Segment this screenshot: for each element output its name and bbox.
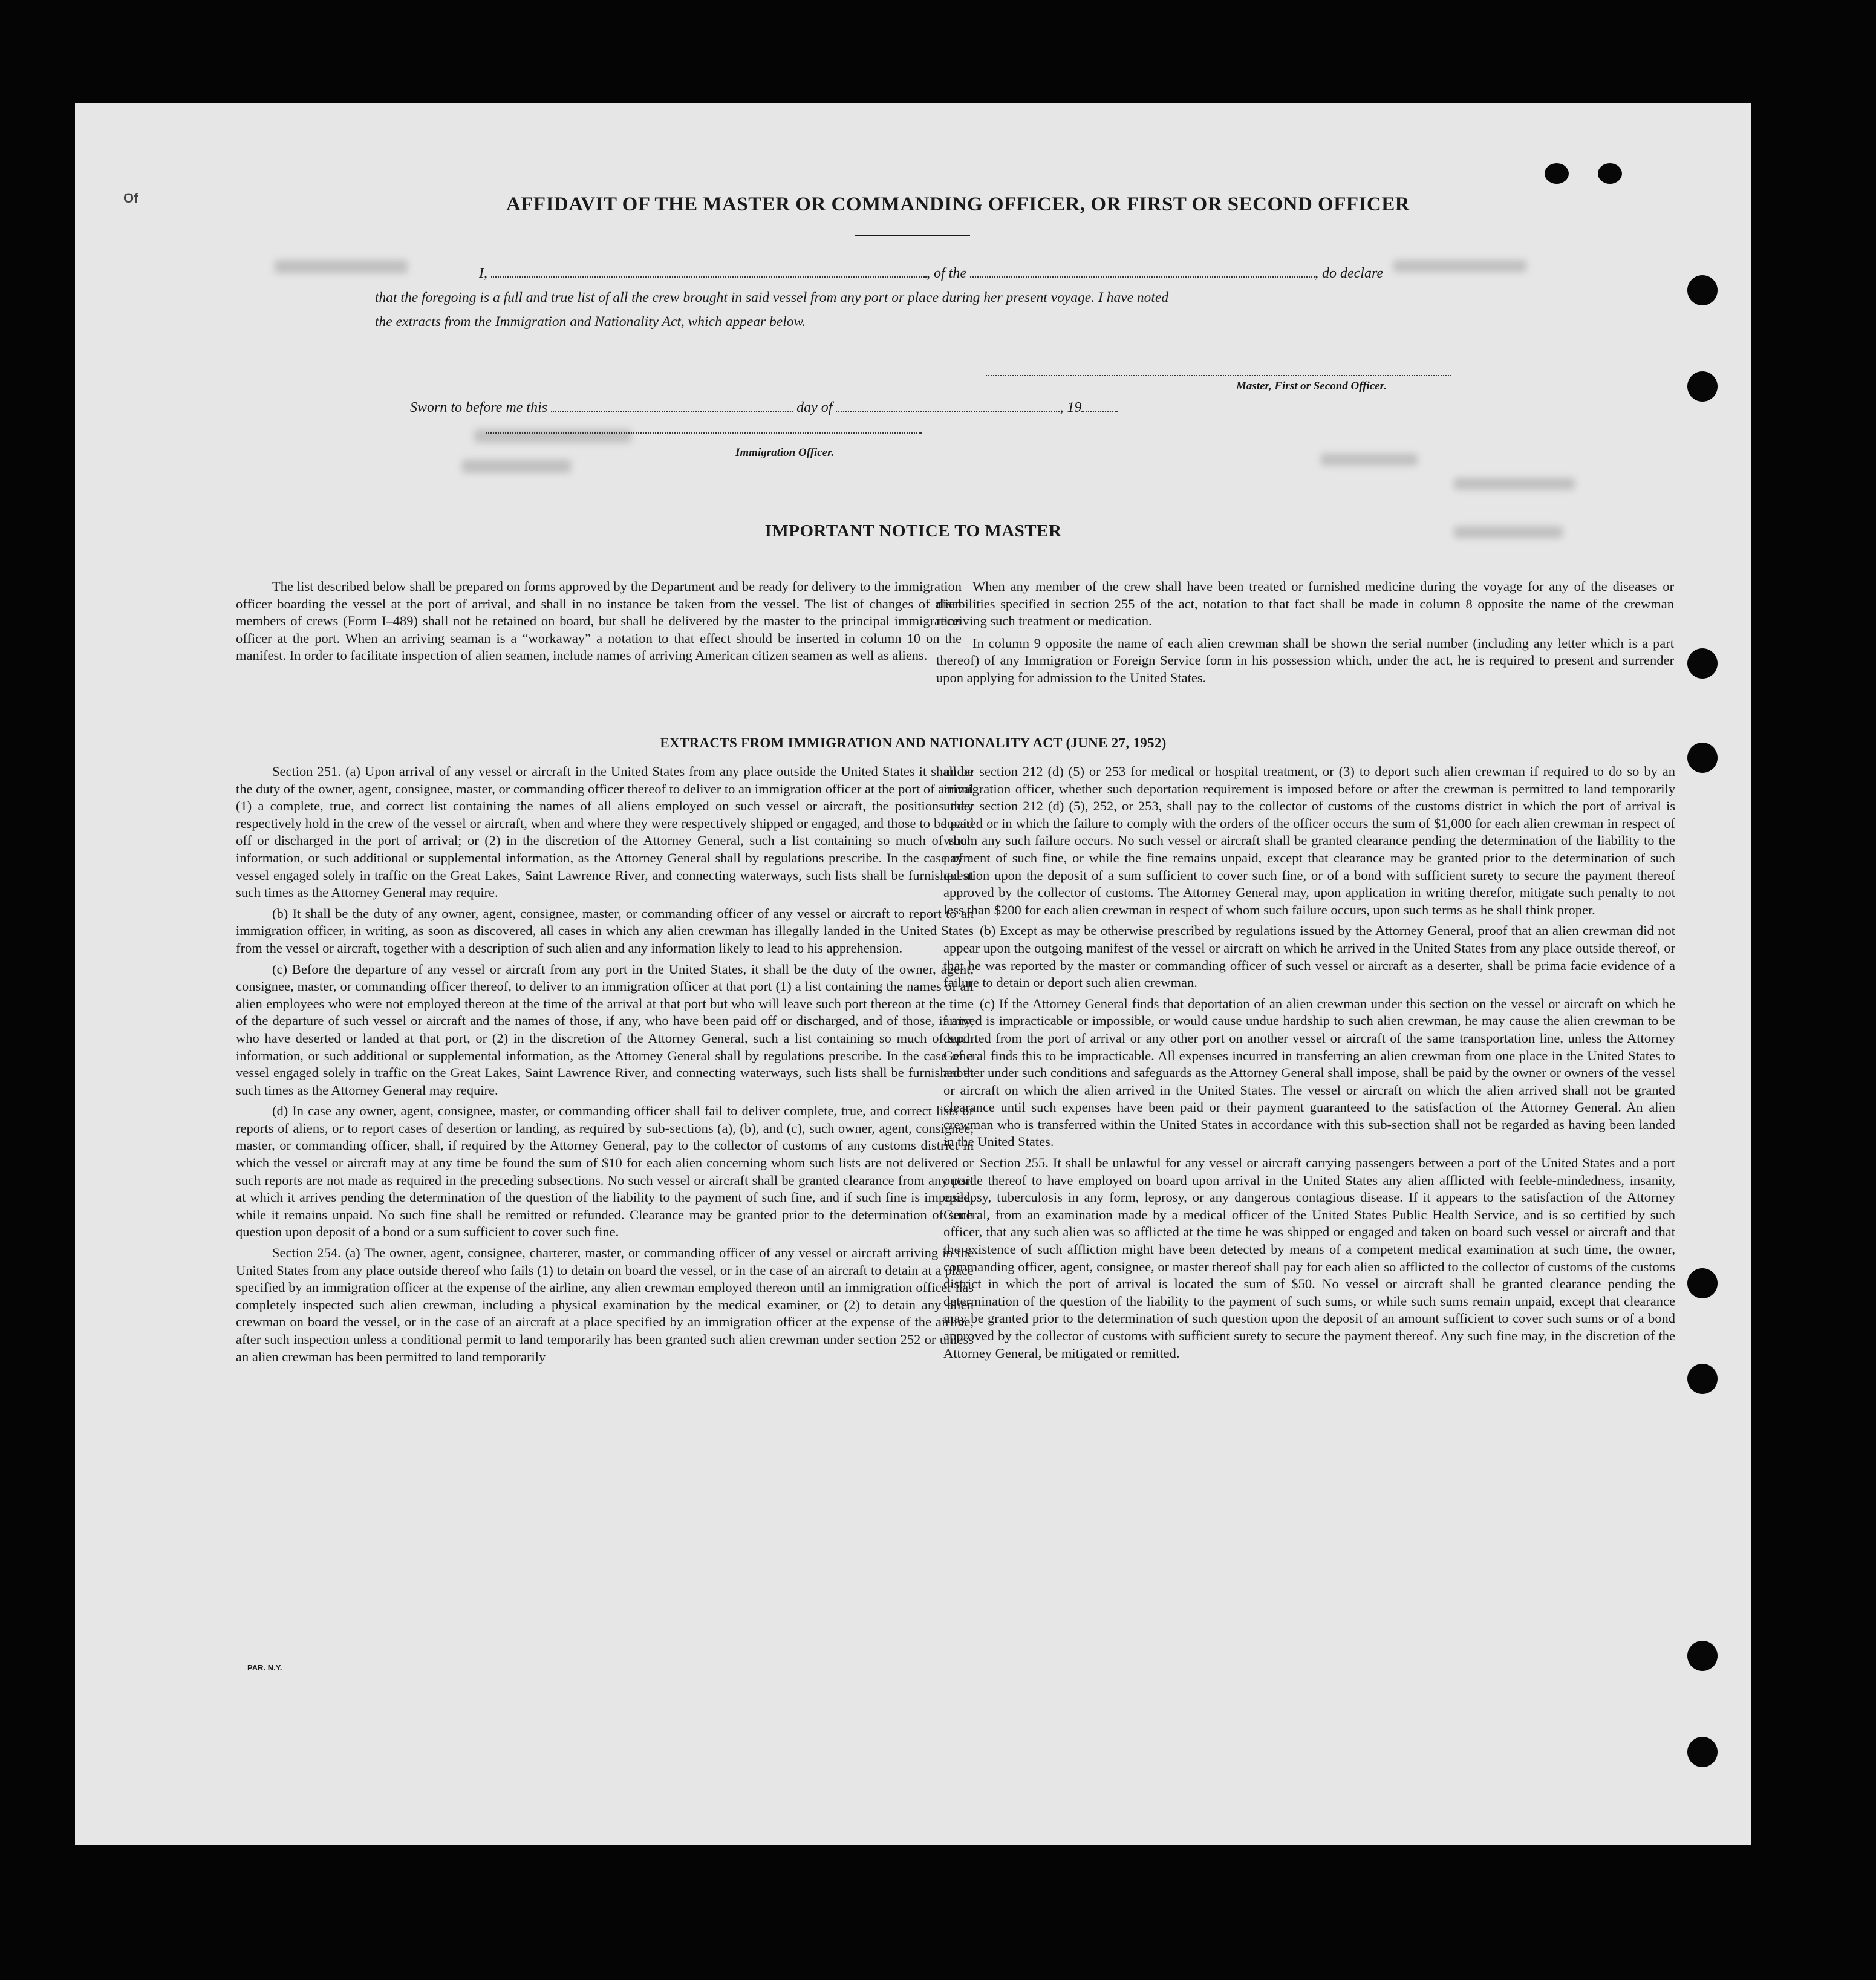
declaration-line-2: that the foregoing is a full and true list of all the crew brought in said vessel from any port or place during her present voyage. I have noted (375, 290, 1169, 305)
notice-left-column (236, 578, 962, 665)
section-254-a-continued: under section 212 (d) (5) or 253 for medical or hospital treatment, or (3) to deport such alien crewman if required to do so by an immigration officer, whether such deportation requirement is imposed before or after the crewman is permitted to land temporarily under section 212 (d) (5), 252, or 253, shall pay to the collector of customs of the customs district in which the port of arrival is located or in which the failure to comply with the orders of the officer occurs the sum of $1,000 for each alien crewman in respect of whom any such failure occurs. No such vessel or aircraft shall be granted clearance pending the determination of the liability to the payment of such fine, or while the fine remains unpaid, except that clearance may be granted prior to the determination of such question upon the deposit of a sum sufficient to cover such fine, or of a bond with sufficient surety to secure the payment thereof approved by the collector of customs. The Attorney General may, upon application in writing therefor, mitigate such penalty to not less than $200 for each alien crewman in respect of whom such failure occurs, upon such terms as he shall think proper. (943, 764, 1675, 917)
punch-hole (1687, 1364, 1718, 1394)
sworn-line (410, 396, 1118, 420)
sworn-year: , 19 (1060, 400, 1082, 415)
punch-hole (1598, 163, 1622, 184)
punch-hole (1687, 648, 1718, 679)
bleed-through-smudge (1321, 454, 1418, 466)
punch-hole (1687, 1641, 1718, 1671)
section-251-c: (c) Before the departure of any vessel or aircraft from any port in the United States, it shall be the duty of the owner, agent, consignee, master, or commanding officer thereof, to deliver to an immigration officer at that port (1) a list containing the names of all alien employees who were not employed thereon at the time of the arrival at that port but who will leave such port thereon at the time of the departure of such vessel or aircraft and the names of those, if any, who have been paid off or discharged, and of those, if any, who have deserted or landed at that port, or (2) in the discretion of the Attorney General, such a list containing so much of such information, or such additional or supplemental information, as the Attorney General shall by regulations prescribe. In the case of a vessel engaged solely in traffic on the Great Lakes, Saint Lawrence River, and connecting waterways, such lists shall be furnished at such times as the Attorney General may require. (236, 961, 974, 1098)
notice-right-column (936, 578, 1674, 687)
sworn-year-field[interactable] (1081, 399, 1118, 412)
notice-left-paragraph: The list described below shall be prepared on forms approved by the Department and be ready for delivery to the immigration officer boarding the vessel at the port of arrival, and shall in no instance be taken from the vessel. The list of changes of alien members of crews (Form I–489) shall not be retained on board, but shall be delivered by the master to the principal immigration officer at the port. When an arriving seaman is a “workaway” a notation to that effect should be inserted in column 10 on the manifest. In order to facilitate inspection of alien seamen, include names of arriving American citizen seamen as well as aliens. (236, 579, 962, 663)
sworn-day-of: day of (796, 400, 833, 415)
section-251-a: Section 251. (a) Upon arrival of any vessel or aircraft in the United States from any place outside the United States it shall be the duty of the owner, agent, consignee, master, or commanding officer thereof to deliver to an immigration officer at the port of arrival (1) a complete, true, and correct list containing the names of all aliens employed on such vessel or aircraft, the positions they respectively hold in the crew of the vessel or aircraft, when and where they were respectively shipped or engaged, and those to be paid off or discharged in the port of arrival; or (2) in the discretion of the Attorney General, such a list containing so much of such information, or such additional or supplemental information, as the Attorney General shall by regulations prescribe. In the case of a vessel engaged solely in traffic on the Great Lakes, Saint Lawrence River, and connecting waterways, such lists shall be furnished at such times as the Attorney General may require. (236, 764, 974, 900)
bleed-through-smudge (474, 429, 631, 443)
notice-right-paragraph-2: In column 9 opposite the name of each alien crewman shall be shown the serial number (including any letter which is a part thereof) of any Immigration or Foreign Service form in his possession which, under the act, he is required to present and surrender upon applying for admission to the United States. (936, 635, 1674, 685)
declaration-line-1 (375, 261, 1524, 285)
declaration (375, 261, 1524, 334)
section-251-b: (b) It shall be the duty of any owner, agent, consignee, master, or commanding officer of any vessel or aircraft to report to an immigration officer, in writing, as soon as discovered, all cases in which any alien crewman has illegally landed in the United States from the vessel or aircraft, together with a description of such alien and any information likely to lead to his apprehension. (236, 905, 974, 956)
page-marker: Of (123, 191, 138, 206)
section-251-d: (d) In case any owner, agent, consignee, master, or commanding officer shall fail to deliver complete, true, and correct lists or reports of aliens, or to report cases of desertion or landing, as required by sub-sections (a), (b), and (c), such owner, agent, consignee, master, or commanding officer, shall, if required by the Attorney General, pay to the collector of customs of any customs district in which the vessel or aircraft may at any time be found the sum of $10 for each alien concerning whom such lists are not delivered or such reports are not made as required in the preceding subsections. No such vessel or aircraft shall be granted clearance from any port at which it arrives pending the determination of the question of the liability to the payment of such fine, and if such fine is imposed, while it remains unpaid. No such fine shall be remitted or refunded. Clearance may be granted prior to the determination of such question upon deposit of a bond or a sum sufficient to cover such fine. (236, 1103, 974, 1240)
section-254-c: (c) If the Attorney General finds that deportation of an alien crewman under this section on the vessel or aircraft on which he arrived is impracticable or impossible, or would cause undue hardship to such alien crewman, he may cause the alien crewman to be deported from the port of arrival or any other port on another vessel or aircraft of the same transportation line, unless the Attorney General finds this to be impracticable. All expenses incurred in transferring an alien crewman from one place in the United States to another under such conditions and safeguards as the Attorney General shall impose, shall be paid by the owner or owners of the vessel or aircraft on which the alien arrived in the United States. The vessel or aircraft on which the alien arrived shall not be granted clearance until such expenses have been paid or their payment guaranteed to the satisfaction of the Attorney General. An alien crewman who is transferred within the United States in accordance with this sub-section shall not be regarded as having been landed in the United States. (943, 995, 1675, 1150)
title-underline (855, 235, 970, 236)
master-signature-caption: Master, First or Second Officer. (1236, 380, 1387, 392)
vessel-field[interactable] (970, 264, 1315, 278)
notice-right-paragraph-1: When any member of the crew shall have been treated or furnished medicine during the voyage for any of the diseases or disabilities specified in section 255 of the act, notation to that fact shall be made in column 8 opposite the name of the crewman receiving such treatment or medication. (936, 579, 1674, 629)
punch-hole (1545, 163, 1569, 184)
section-254-b: (b) Except as may be otherwise prescribed by regulations issued by the Attorney General, proof that an alien crewman did not appear upon the outgoing manifest of the vessel or aircraft on which he arrived in the United States from any place outside thereof, or that he was reported by the master or commanding officer of such vessel or aircraft as a deserter, shall be prima facie evidence of a failure to detain or deport such alien crewman. (943, 923, 1675, 991)
bleed-through-smudge (462, 460, 571, 473)
sworn-prefix: Sworn to before me this (410, 400, 548, 415)
extracts-title: EXTRACTS FROM IMMIGRATION AND NATIONALITY ACT (JUNE 27, 1952) (660, 735, 1167, 751)
declaration-prefix: I, (479, 265, 487, 281)
punch-hole (1687, 1737, 1718, 1767)
officer-signature-line[interactable] (486, 432, 922, 434)
master-signature-line[interactable] (986, 375, 1451, 376)
section-255: Section 255. It shall be unlawful for any vessel or aircraft carrying passengers between a port of the United States and a port outside thereof to have employed on board upon arrival in the United States any alien afflicted with feeble-mindedness, insanity, epilepsy, tuberculosis in any form, leprosy, or any dangerous contagious disease. If it appears to the satisfaction of the Attorney General, from an examination made by a medical officer of the United States Public Health Service, and is so certified by such officer, that any such alien was so afflicted at the time he was shipped or engaged and taken on board such vessel or aircraft and that the existence of such affliction might have been detected by means of a competent medical examination at such time, the owner, commanding officer, agent, consignee, or master thereof shall pay for each alien so afflicted to the collector of customs of the customs district in which the port of arrival is located the sum of $50. No vessel or aircraft shall be granted clearance pending the determination of the question of the liability to the payment of such sums, or while such sums remain unpaid, except that clearance may be granted prior to the determination of such question upon the deposit of an amount sufficient to cover such sums or of a bond approved by the collector of customs with sufficient surety to secure the payment thereof. Any such fine may, in the discretion of the Attorney General, be mitigated or remitted. (943, 1155, 1675, 1361)
punch-hole (1687, 275, 1718, 305)
extracts-right-column (943, 763, 1675, 1362)
document-page (75, 103, 1751, 1845)
section-254-a: Section 254. (a) The owner, agent, consignee, charterer, master, or commanding officer of any vessel or aircraft arriving in the United States from any place outside thereof who fails (1) to detain on board the vessel, or in the case of an aircraft to detain at a place specified by an immigration officer at the expense of the airline, any alien crewman employed thereon until an immigration officer has completely inspected such alien crewman, including a physical examination by the medical examiner, or (2) to detain any alien crewman on board the vessel, or in the case of an aircraft at a place specified by an immigration officer at the expense of the airline, after such inspection unless a conditional permit to land temporarily has been granted such alien crewman under section 252 or unless an alien crewman has been permitted to land temporarily (236, 1245, 974, 1364)
bleed-through-smudge (1454, 478, 1575, 490)
sworn-day-field[interactable] (551, 399, 793, 412)
punch-hole (1687, 371, 1718, 402)
declaration-line-3: the extracts from the Immigration and Nationality Act, which appear below. (375, 314, 806, 330)
punch-hole (1687, 1268, 1718, 1298)
extracts-left-column (236, 763, 974, 1366)
officer-signature-caption: Immigration Officer. (735, 446, 835, 459)
sworn-month-field[interactable] (836, 399, 1060, 412)
affidavit-title: AFFIDAVIT OF THE MASTER OR COMMANDING OFFICER, OR FIRST OR SECOND OFFICER (506, 194, 1410, 215)
declaration-of-the: , of the (927, 265, 966, 281)
name-field[interactable] (491, 264, 927, 278)
notice-title: IMPORTANT NOTICE TO MASTER (764, 521, 1062, 541)
printer-mark: PAR. N.Y. (247, 1663, 282, 1672)
declaration-suffix: , do declare (1315, 265, 1384, 281)
